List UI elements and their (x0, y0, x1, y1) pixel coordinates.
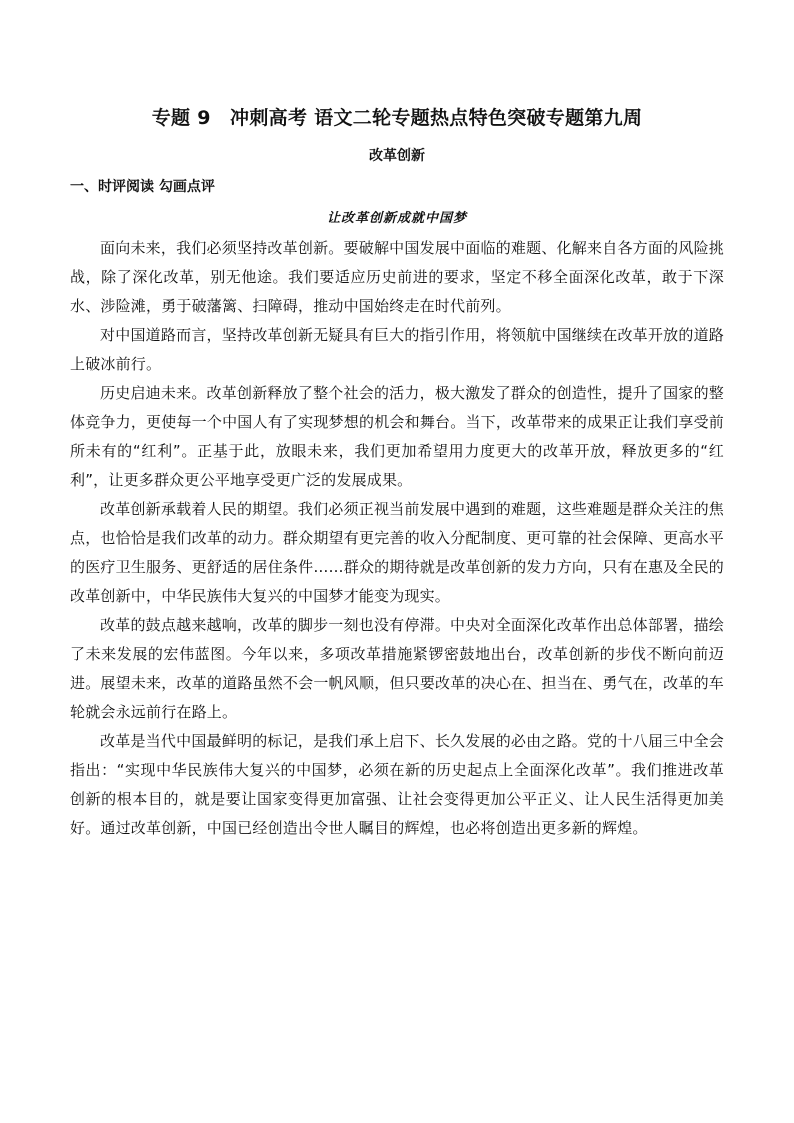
paragraph: 改革是当代中国最鲜明的标记，是我们承上启下、长久发展的必由之路。党的十八届三中全会指出：“实现中华民族伟大复兴的中国梦，必须在新的历史起点上全面深化改革”。我们推进改革创新的根本目的，就是要让国家变得更加富强、让社会变得更加公平正义、让人民生活得更加美好。通过改革创新，中国已经创造出令世人瞩目的辉煌，也必将创造出更多新的辉煌。 (70, 732, 724, 837)
document-title: 专题 9 冲刺高考 语文二轮专题热点特色突破专题第九周 (151, 107, 643, 129)
article-body (70, 234, 724, 843)
paragraph: 面向未来，我们必须坚持改革创新。要破解中国发展中面临的难题、化解来自各方面的风险挑战，除了深化改革，别无他途。我们要适应历史前进的要求，坚定不移全面深化改革，敢于下深水、涉险滩，勇于破藩篱、扫障碍，推动中国始终走在时代前列。 (70, 239, 724, 315)
document-subtitle: 改革创新 (369, 148, 425, 164)
article-title: 让改革创新成就中国梦 (326, 211, 467, 226)
section-heading: 一、时评阅读 勾画点评 (70, 179, 215, 195)
paragraph: 改革的鼓点越来越响，改革的脚步一刻也没有停滞。中央对全面深化改革作出总体部署，描绘了未来发展的宏伟蓝图。今年以来，多项改革措施紧锣密鼓地出台，改革创新的步伐不断向前迈进。展望未来，改革的道路虽然不会一帆风顺，但只要改革的决心在、担当在、勇气在，改革的车轮就会永远前行在路上。 (70, 616, 724, 721)
paragraph: 对中国道路而言，坚持改革创新无疑具有巨大的指引作用，将领航中国继续在改革开放的道路上破冰前行。 (70, 326, 724, 373)
paragraph: 改革创新承载着人民的期望。我们必须正视当前发展中遇到的难题，这些难题是群众关注的焦点，也恰恰是我们改革的动力。群众期望有更完善的收入分配制度、更可靠的社会保障、更高水平的医疗卫生服务、更舒适的居住条件……群众的期待就是改革创新的发力方向，只有在惠及全民的改革创新中，中华民族伟大复兴的中国梦才能变为现实。 (70, 500, 724, 605)
paragraph: 历史启迪未来。改革创新释放了整个社会的活力，极大激发了群众的创造性，提升了国家的整体竞争力，更使每一个中国人有了实现梦想的机会和舞台。当下，改革带来的成果正让我们享受前所未有的“红利”。正基于此，放眼未来，我们更加希望用力度更大的改革开放，释放更多的“红利”，让更多群众更公平地享受更广泛的发展成果。 (70, 384, 724, 489)
